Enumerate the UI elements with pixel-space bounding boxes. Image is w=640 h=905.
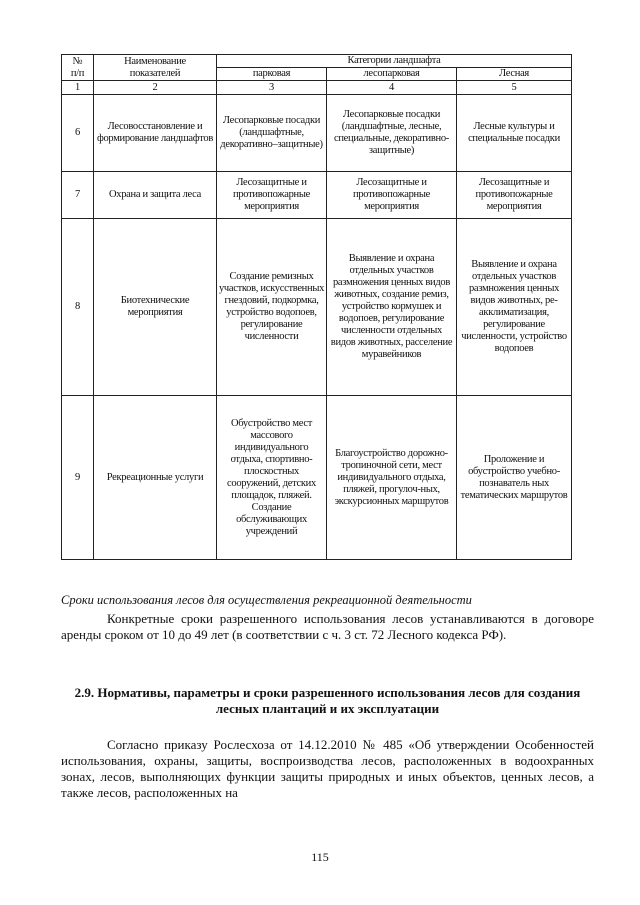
cell-forest: Проложение и обустройство учебно-познаватель ных тематических маршрутов: [457, 396, 572, 560]
section-heading: 2.9. Нормативы, параметры и сроки разрешенного использования лесов для создания лесных плантаций и их эксплуатации: [74, 685, 581, 716]
page-number: 115: [311, 850, 329, 864]
row-name: Биотехнические мероприятия: [94, 219, 217, 396]
cell-park: Лесозащитные и противопожарные мероприятия: [217, 172, 327, 219]
cell-forest: Выявление и охрана отдельных участков размножения ценных видов животных, ре-акклиматизация, регулирование численности, устройство водопоев: [457, 219, 572, 396]
row-num: 9: [62, 396, 94, 560]
row-name: Рекреационные услуги: [94, 396, 217, 560]
row-num: 6: [62, 95, 94, 172]
header-forestpark: лесопарковая: [327, 68, 457, 81]
cell-park: Лесопарковые посадки (ландшафтные, декоративно–защитные): [217, 95, 327, 172]
table-row: [62, 95, 572, 172]
cell-forestpark: Лесозащитные и противопожарные мероприятия: [327, 172, 457, 219]
paragraph-lease-terms: Конкретные сроки разрешенного использования лесов устанавливаются в договоре аренды сроком от 10 до 49 лет (в соответствии с ч. 3 ст. 72 Лесного кодекса РФ).: [61, 611, 594, 642]
column-number: 4: [327, 81, 457, 95]
header-landscape-category: Категории ландшафта: [217, 55, 572, 68]
header-forest: Лесная: [457, 68, 572, 81]
paragraph-order: Согласно приказу Рослесхоза от 14.12.2010 № 485 «Об утверждении Особенностей использования, охраны, защиты, воспроизводства лесов, расположенных в водоохранных зонах, лесов, выполняющих функции защиты природных и иных объектов, ценных лесов, а также лесов, расположенных на: [61, 737, 594, 800]
table-caption: Сроки использования лесов для осуществления рекреационной деятельности: [61, 593, 472, 607]
cell-forestpark: Выявление и охрана отдельных участков размножения ценных видов животных, создание ремиз, устройство кормушек и водопоев, регулирование численности отдельных видов животных, расселение муравейников: [327, 219, 457, 396]
cell-park: Обустройство мест массового индивидуального отдыха, спортивно-плоскостных сооружений, детских площадок, пляжей. Создание обслуживающих учреждений: [217, 396, 327, 560]
row-num: 7: [62, 172, 94, 219]
cell-forestpark: Благоустройство дорожно-тропиночной сети, мест индивидуального отдыха, пляжей, прогулоч-ных, экскурсионных маршрутов: [327, 396, 457, 560]
column-number: 1: [62, 81, 94, 95]
column-number: 3: [217, 81, 327, 95]
row-name: Охрана и защита леса: [94, 172, 217, 219]
header-indicator-name: Наименование показателей: [94, 55, 217, 81]
table-row: [62, 396, 572, 560]
landscape-category-table: [61, 54, 572, 560]
column-number: 2: [94, 81, 217, 95]
cell-forest: Лесозащитные и противопожарные мероприятия: [457, 172, 572, 219]
table-row: [62, 172, 572, 219]
column-number: 5: [457, 81, 572, 95]
row-num: 8: [62, 219, 94, 396]
cell-forest: Лесные культуры и специальные посадки: [457, 95, 572, 172]
row-name: Лесовосстановление и формирование ландшафтов: [94, 95, 217, 172]
cell-park: Создание ремизных участков, искусственных гнездовий, подкормка, устройство водопоев, регулирование численности: [217, 219, 327, 396]
header-park: парковая: [217, 68, 327, 81]
table-row: [62, 219, 572, 396]
cell-forestpark: Лесопарковые посадки (ландшафтные, лесные, специальные, декоративно-защитные): [327, 95, 457, 172]
header-num: № п/п: [62, 55, 94, 81]
